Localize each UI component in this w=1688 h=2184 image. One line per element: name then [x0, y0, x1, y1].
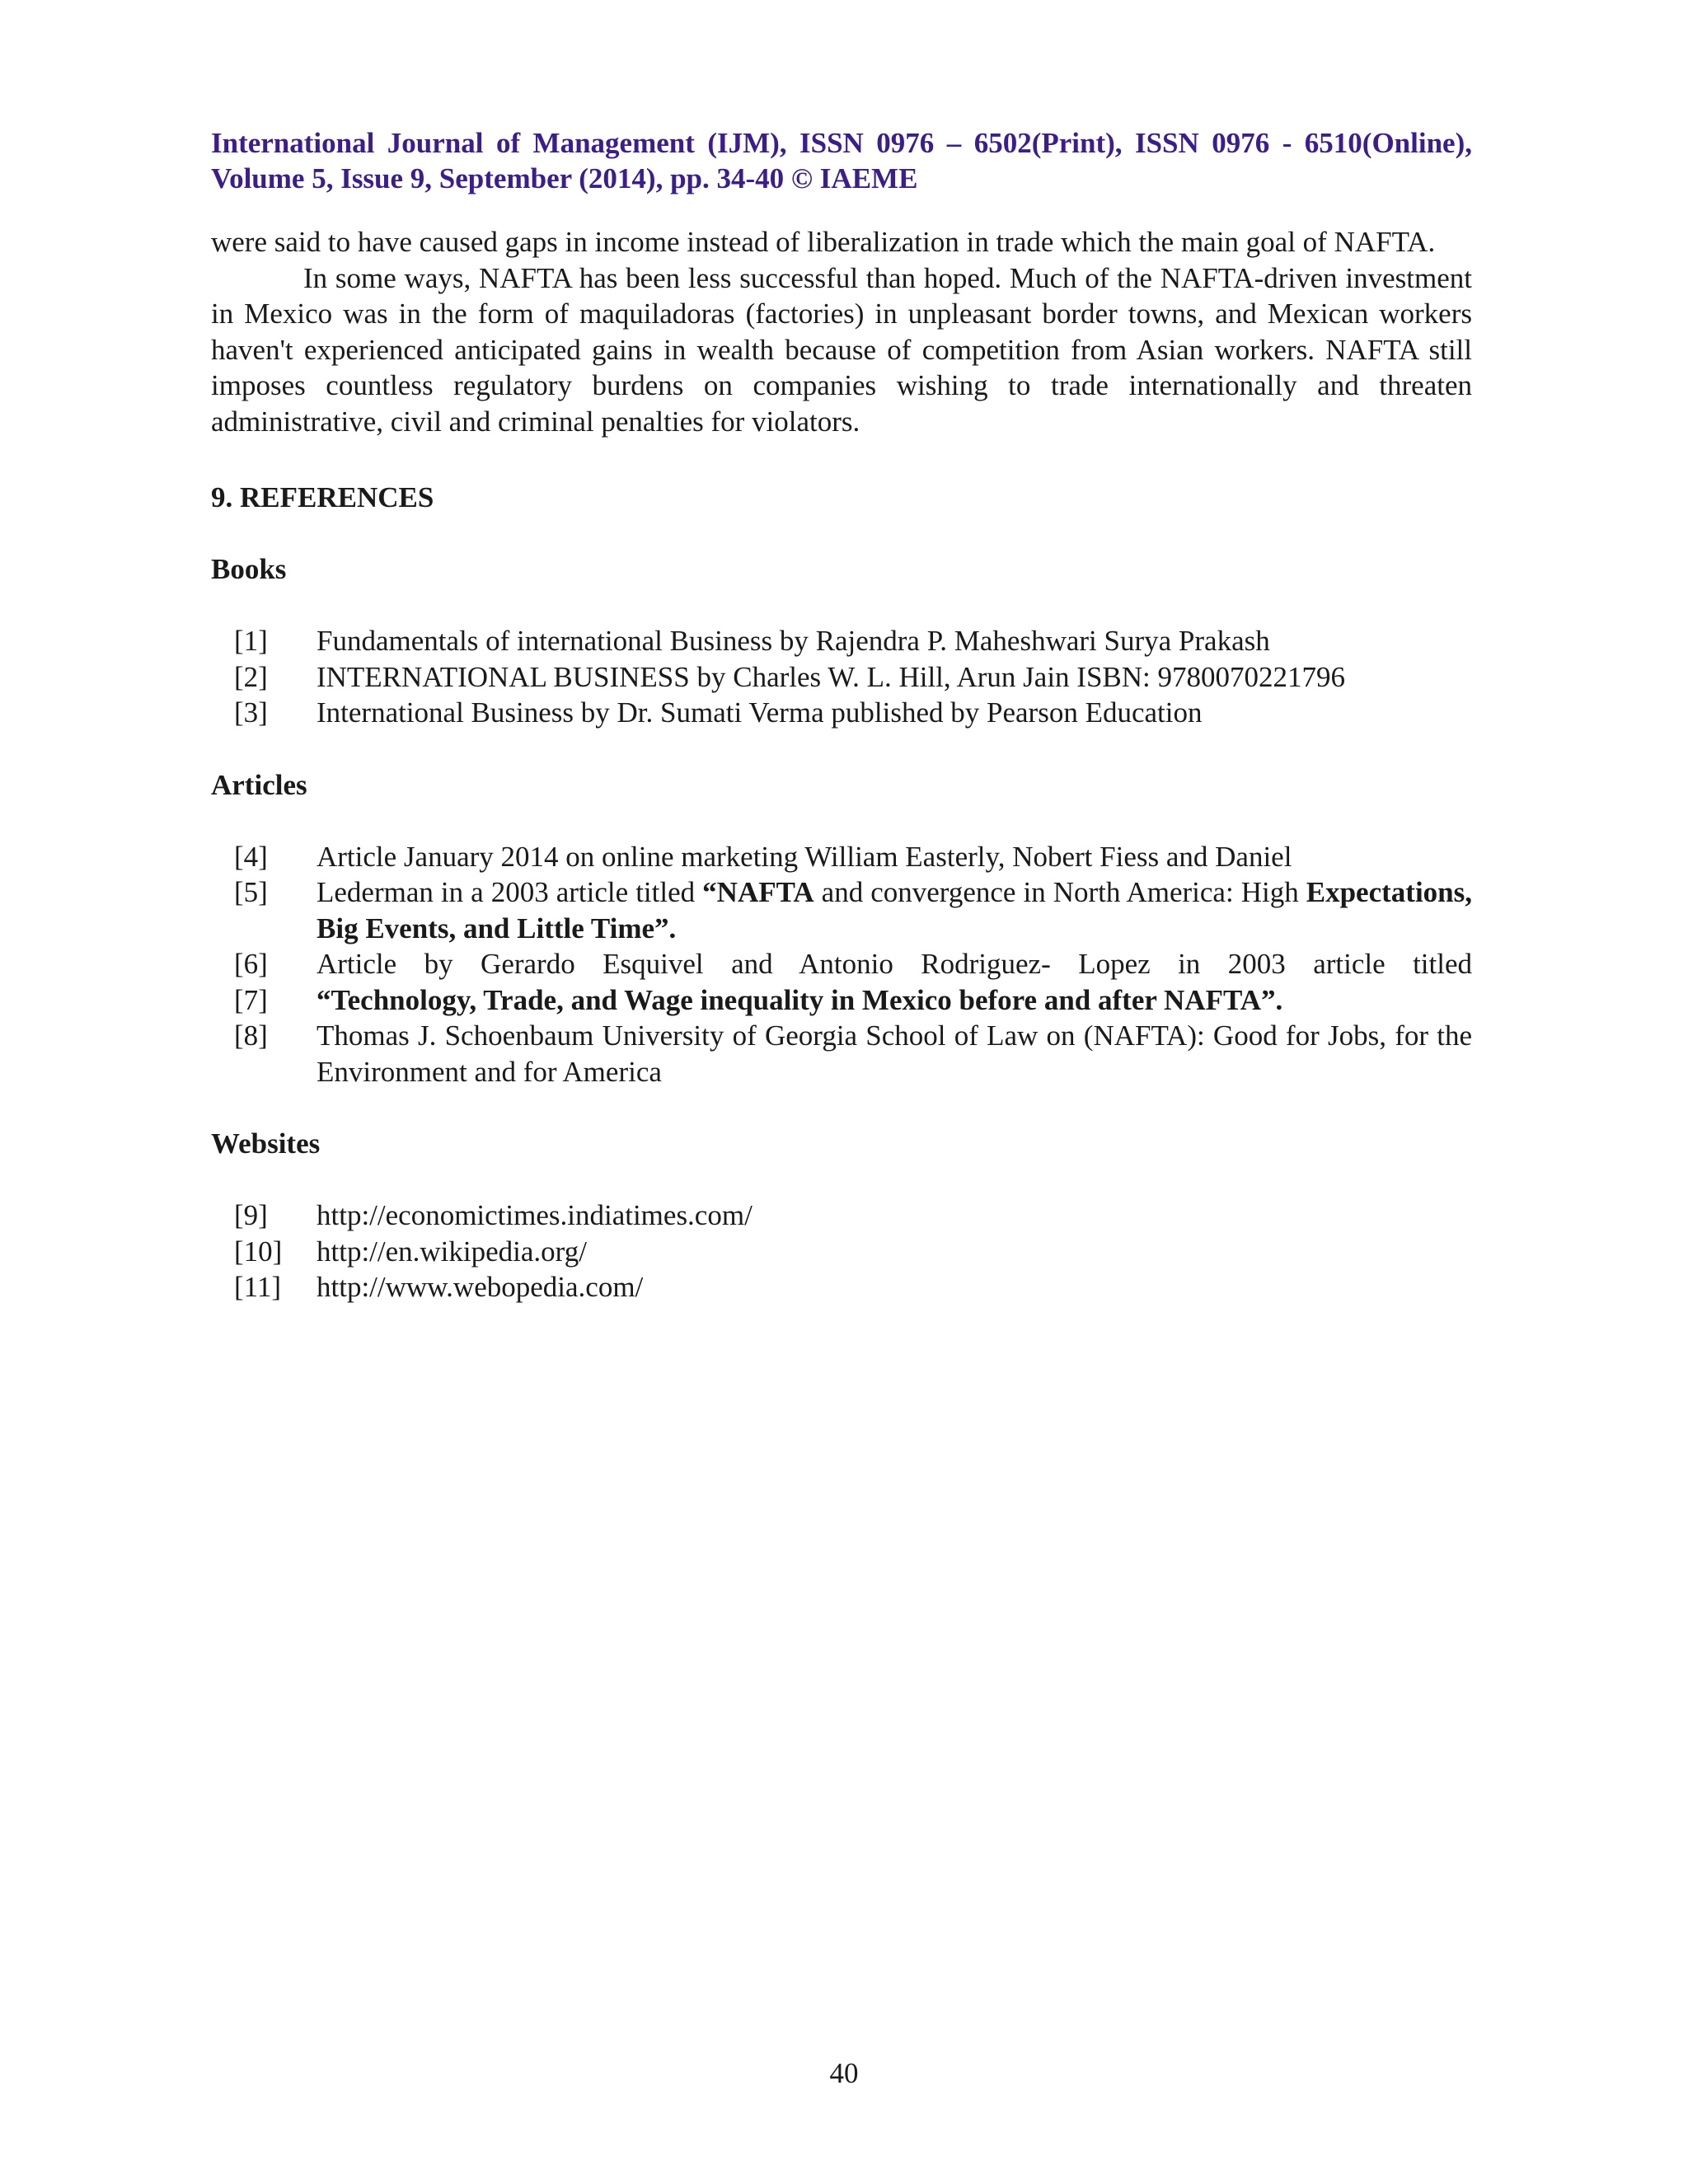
reference-text: Thomas J. Schoenbaum University of Georgia School of Law on (NAFTA): Good for Jobs, for the Environment and for America: [316, 1019, 1472, 1088]
reference-item: [211, 839, 1472, 875]
reference-title-part: “NAFTA: [702, 876, 814, 908]
reference-number: [8]: [234, 1019, 268, 1052]
books-heading: Books: [211, 553, 287, 585]
reference-number: [10]: [234, 1235, 283, 1268]
reference-text: [316, 874, 1472, 946]
reference-text: Fundamentals of international Business by Rajendra P. Maheshwari Surya Prakash: [316, 625, 1270, 657]
reference-title: “Technology, Trade, and Wage inequality in Mexico before and after NAFTA”.: [316, 983, 1283, 1016]
reference-item: [211, 874, 1472, 946]
body-paragraph-2: In some ways, NAFTA has been less successful than hoped. Much of the NAFTA-driven investment in Mexico was in the form of maquiladoras (factories) in unpleasant border towns, and Mexican workers haven't experienced anticipated gains in wealth because of competition from Asian workers. NAFTA still imposes countless regulatory burdens on companies wishing to trade internationally and threaten administrative, civil and criminal penalties for violators.: [211, 261, 1472, 438]
reference-item: [211, 1197, 1472, 1234]
reference-item: [211, 1269, 1472, 1305]
websites-heading: Websites: [211, 1127, 321, 1160]
reference-title-part: Expectations, Big Events, and Little Time”.: [316, 876, 1472, 944]
journal-header-line2: Volume 5, Issue 9, September (2014), pp. 34-40 © IAEME: [211, 162, 918, 194]
page-number: 40: [829, 2057, 859, 2089]
reference-url: http://economictimes.indiatimes.com/: [316, 1199, 753, 1231]
reference-number: [1]: [234, 625, 268, 657]
reference-number: [11]: [234, 1271, 282, 1303]
websites-list: [211, 1197, 1472, 1305]
reference-number: [9]: [234, 1199, 268, 1231]
reference-text-part: Lederman in a 2003 article titled: [316, 876, 703, 908]
reference-number: [3]: [234, 696, 268, 729]
reference-number: [6]: [234, 948, 268, 980]
reference-item: [211, 623, 1472, 659]
reference-text-part: and convergence in North America: High: [814, 876, 1306, 908]
reference-number: [4]: [234, 840, 268, 873]
articles-list: [211, 839, 1472, 1090]
journal-header-line1: International Journal of Management (IJM), ISSN 0976 – 6502(Print), ISSN 0976 - 6510(Online),: [211, 127, 1472, 159]
reference-url: http://en.wikipedia.org/: [316, 1235, 587, 1268]
books-list: [211, 623, 1472, 731]
reference-url: http://www.webopedia.com/: [316, 1271, 644, 1303]
reference-text: Article January 2014 on online marketing William Easterly, Nobert Fiess and Daniel: [316, 840, 1292, 873]
reference-item: [211, 695, 1472, 731]
reference-text: INTERNATIONAL BUSINESS by Charles W. L. Hill, Arun Jain ISBN: 9780070221796: [316, 660, 1346, 693]
articles-heading: Articles: [211, 768, 307, 801]
body-paragraph-1: were said to have caused gaps in income instead of liberalization in trade which the main goal of NAFTA.: [211, 226, 1436, 258]
reference-text: International Business by Dr. Sumati Verma published by Pearson Education: [316, 696, 1203, 729]
reference-item: [211, 1018, 1472, 1090]
reference-number: [2]: [234, 660, 268, 693]
reference-number: [7]: [234, 983, 268, 1016]
page-content: [211, 125, 1472, 1305]
reference-item: [211, 659, 1472, 696]
reference-item: [211, 1234, 1472, 1270]
journal-header: [211, 125, 1472, 196]
reference-item: [211, 982, 1472, 1019]
reference-item: [211, 946, 1472, 982]
reference-number: [5]: [234, 876, 268, 908]
reference-text: Article by Gerardo Esquivel and Antonio Rodriguez- Lopez in 2003 article titled: [316, 948, 1472, 980]
references-heading: 9. REFERENCES: [211, 481, 434, 513]
